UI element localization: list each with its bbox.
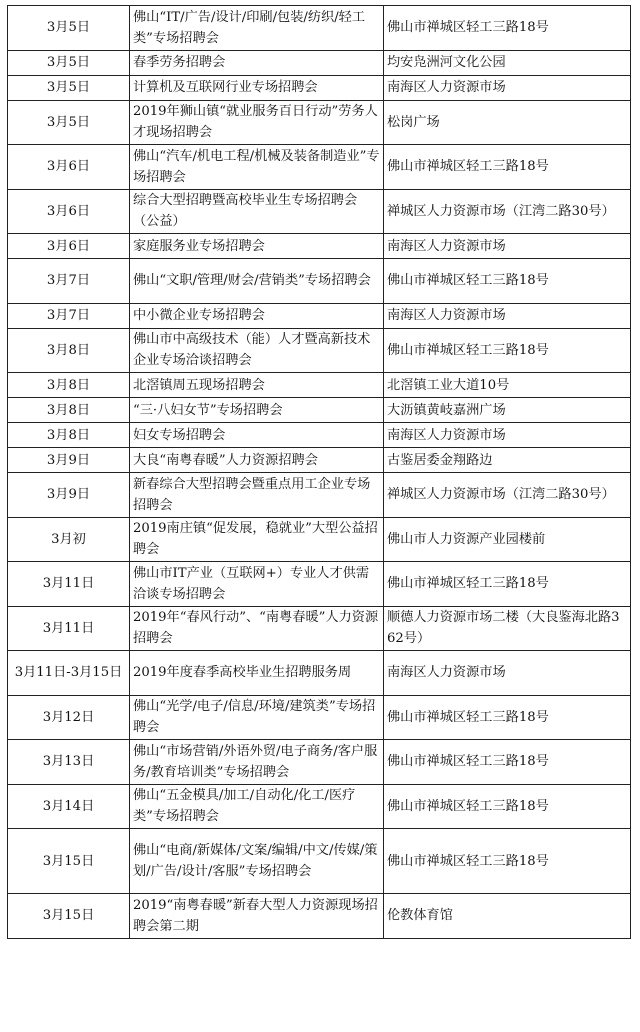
table-row [8, 651, 631, 696]
venue-cell: 佛山市禅城区轻工三路18号 [384, 829, 631, 894]
venue-cell: 南海区人力资源市场 [384, 303, 631, 328]
venue-cell: 南海区人力资源市场 [384, 423, 631, 448]
event-name-cell: 佛山“文职/管理/财会/营销类”专场招聘会 [130, 259, 384, 304]
table-body [8, 6, 631, 939]
table-row [8, 784, 631, 829]
event-name-cell: 佛山市IT产业（互联网+）专业人才供需洽谈专场招聘会 [130, 562, 384, 607]
table-row [8, 398, 631, 423]
event-name-cell: 家庭服务业专场招聘会 [130, 234, 384, 259]
event-name-cell: 2019“南粤春暖”新春大型人力资源现场招聘会第二期 [130, 894, 384, 939]
date-cell: 3月6日 [8, 189, 130, 234]
event-name-cell: 佛山市中高级技术（能）人才暨高新技术企业专场洽谈招聘会 [130, 328, 384, 373]
table-row [8, 6, 631, 51]
venue-cell: 佛山市人力资源产业园楼前 [384, 517, 631, 562]
table-row [8, 259, 631, 304]
event-name-cell: 春季劳务招聘会 [130, 50, 384, 75]
table-row [8, 894, 631, 939]
event-name-cell: 综合大型招聘暨高校毕业生专场招聘会（公益） [130, 189, 384, 234]
venue-cell: 古鉴居委金翔路边 [384, 448, 631, 473]
table-row [8, 740, 631, 785]
venue-cell: 大沥镇黄岐嘉洲广场 [384, 398, 631, 423]
date-cell: 3月11日 [8, 606, 130, 651]
event-name-cell: 佛山“光学/电子/信息/环境/建筑类”专场招聘会 [130, 695, 384, 740]
event-name-cell: 佛山“汽车/机电工程/机械及装备制造业”专场招聘会 [130, 145, 384, 190]
date-cell: 3月9日 [8, 473, 130, 518]
venue-cell: 佛山市禅城区轻工三路18号 [384, 328, 631, 373]
table-row [8, 373, 631, 398]
venue-cell: 禅城区人力资源市场（江湾二路30号） [384, 473, 631, 518]
table-row [8, 562, 631, 607]
date-cell: 3月15日 [8, 829, 130, 894]
date-cell: 3月11日 [8, 562, 130, 607]
venue-cell: 顺德人力资源市场二楼（大良鉴海北路362号） [384, 606, 631, 651]
table-row [8, 423, 631, 448]
date-cell: 3月8日 [8, 328, 130, 373]
event-name-cell: 佛山“市场营销/外语外贸/电子商务/客户服务/教育培训类”专场招聘会 [130, 740, 384, 785]
event-name-cell: 新春综合大型招聘会暨重点用工企业专场招聘会 [130, 473, 384, 518]
venue-cell: 均安凫洲河文化公园 [384, 50, 631, 75]
venue-cell: 佛山市禅城区轻工三路18号 [384, 740, 631, 785]
event-name-cell: 北滘镇周五现场招聘会 [130, 373, 384, 398]
venue-cell: 南海区人力资源市场 [384, 75, 631, 100]
venue-cell: 佛山市禅城区轻工三路18号 [384, 784, 631, 829]
table-row [8, 100, 631, 145]
venue-cell: 北滘镇工业大道10号 [384, 373, 631, 398]
table-row [8, 50, 631, 75]
date-cell: 3月15日 [8, 894, 130, 939]
event-name-cell: 计算机及互联网行业专场招聘会 [130, 75, 384, 100]
venue-cell: 佛山市禅城区轻工三路18号 [384, 6, 631, 51]
table-row [8, 328, 631, 373]
job-fair-schedule-table [7, 5, 631, 939]
date-cell: 3月7日 [8, 259, 130, 304]
event-name-cell: 2019南庄镇“促发展，稳就业”大型公益招聘会 [130, 517, 384, 562]
venue-cell: 佛山市禅城区轻工三路18号 [384, 695, 631, 740]
table-row [8, 234, 631, 259]
date-cell: 3月8日 [8, 373, 130, 398]
date-cell: 3月13日 [8, 740, 130, 785]
date-cell: 3月6日 [8, 145, 130, 190]
event-name-cell: 2019年“春风行动”、“南粤春暖”人力资源招聘会 [130, 606, 384, 651]
table-row [8, 829, 631, 894]
table-row [8, 303, 631, 328]
table-row [8, 473, 631, 518]
venue-cell: 南海区人力资源市场 [384, 651, 631, 696]
venue-cell: 伦教体育馆 [384, 894, 631, 939]
event-name-cell: 大良“南粤春暖”人力资源招聘会 [130, 448, 384, 473]
table-row [8, 189, 631, 234]
date-cell: 3月8日 [8, 423, 130, 448]
table-row [8, 145, 631, 190]
venue-cell: 松岗广场 [384, 100, 631, 145]
date-cell: 3月5日 [8, 50, 130, 75]
table-row [8, 448, 631, 473]
venue-cell: 佛山市禅城区轻工三路18号 [384, 562, 631, 607]
event-name-cell: 2019年度春季高校毕业生招聘服务周 [130, 651, 384, 696]
table-row [8, 695, 631, 740]
date-cell: 3月初 [8, 517, 130, 562]
event-name-cell: 中小微企业专场招聘会 [130, 303, 384, 328]
event-name-cell: 佛山“五金模具/加工/自动化/化工/医疗类”专场招聘会 [130, 784, 384, 829]
date-cell: 3月5日 [8, 75, 130, 100]
date-cell: 3月14日 [8, 784, 130, 829]
venue-cell: 佛山市禅城区轻工三路18号 [384, 259, 631, 304]
date-cell: 3月11日-3月15日 [8, 651, 130, 696]
date-cell: 3月5日 [8, 100, 130, 145]
event-name-cell: 佛山“IT/广告/设计/印刷/包装/纺织/轻工类”专场招聘会 [130, 6, 384, 51]
event-name-cell: 2019年狮山镇“就业服务百日行动”劳务人才现场招聘会 [130, 100, 384, 145]
table-row [8, 606, 631, 651]
venue-cell: 南海区人力资源市场 [384, 234, 631, 259]
date-cell: 3月6日 [8, 234, 130, 259]
date-cell: 3月12日 [8, 695, 130, 740]
venue-cell: 佛山市禅城区轻工三路18号 [384, 145, 631, 190]
event-name-cell: “三·八妇女节”专场招聘会 [130, 398, 384, 423]
date-cell: 3月7日 [8, 303, 130, 328]
table-row [8, 75, 631, 100]
date-cell: 3月8日 [8, 398, 130, 423]
date-cell: 3月5日 [8, 6, 130, 51]
venue-cell: 禅城区人力资源市场（江湾二路30号） [384, 189, 631, 234]
date-cell: 3月9日 [8, 448, 130, 473]
table-row [8, 517, 631, 562]
event-name-cell: 佛山“电商/新媒体/文案/编辑/中文/传媒/策划/广告/设计/客服”专场招聘会 [130, 829, 384, 894]
event-name-cell: 妇女专场招聘会 [130, 423, 384, 448]
